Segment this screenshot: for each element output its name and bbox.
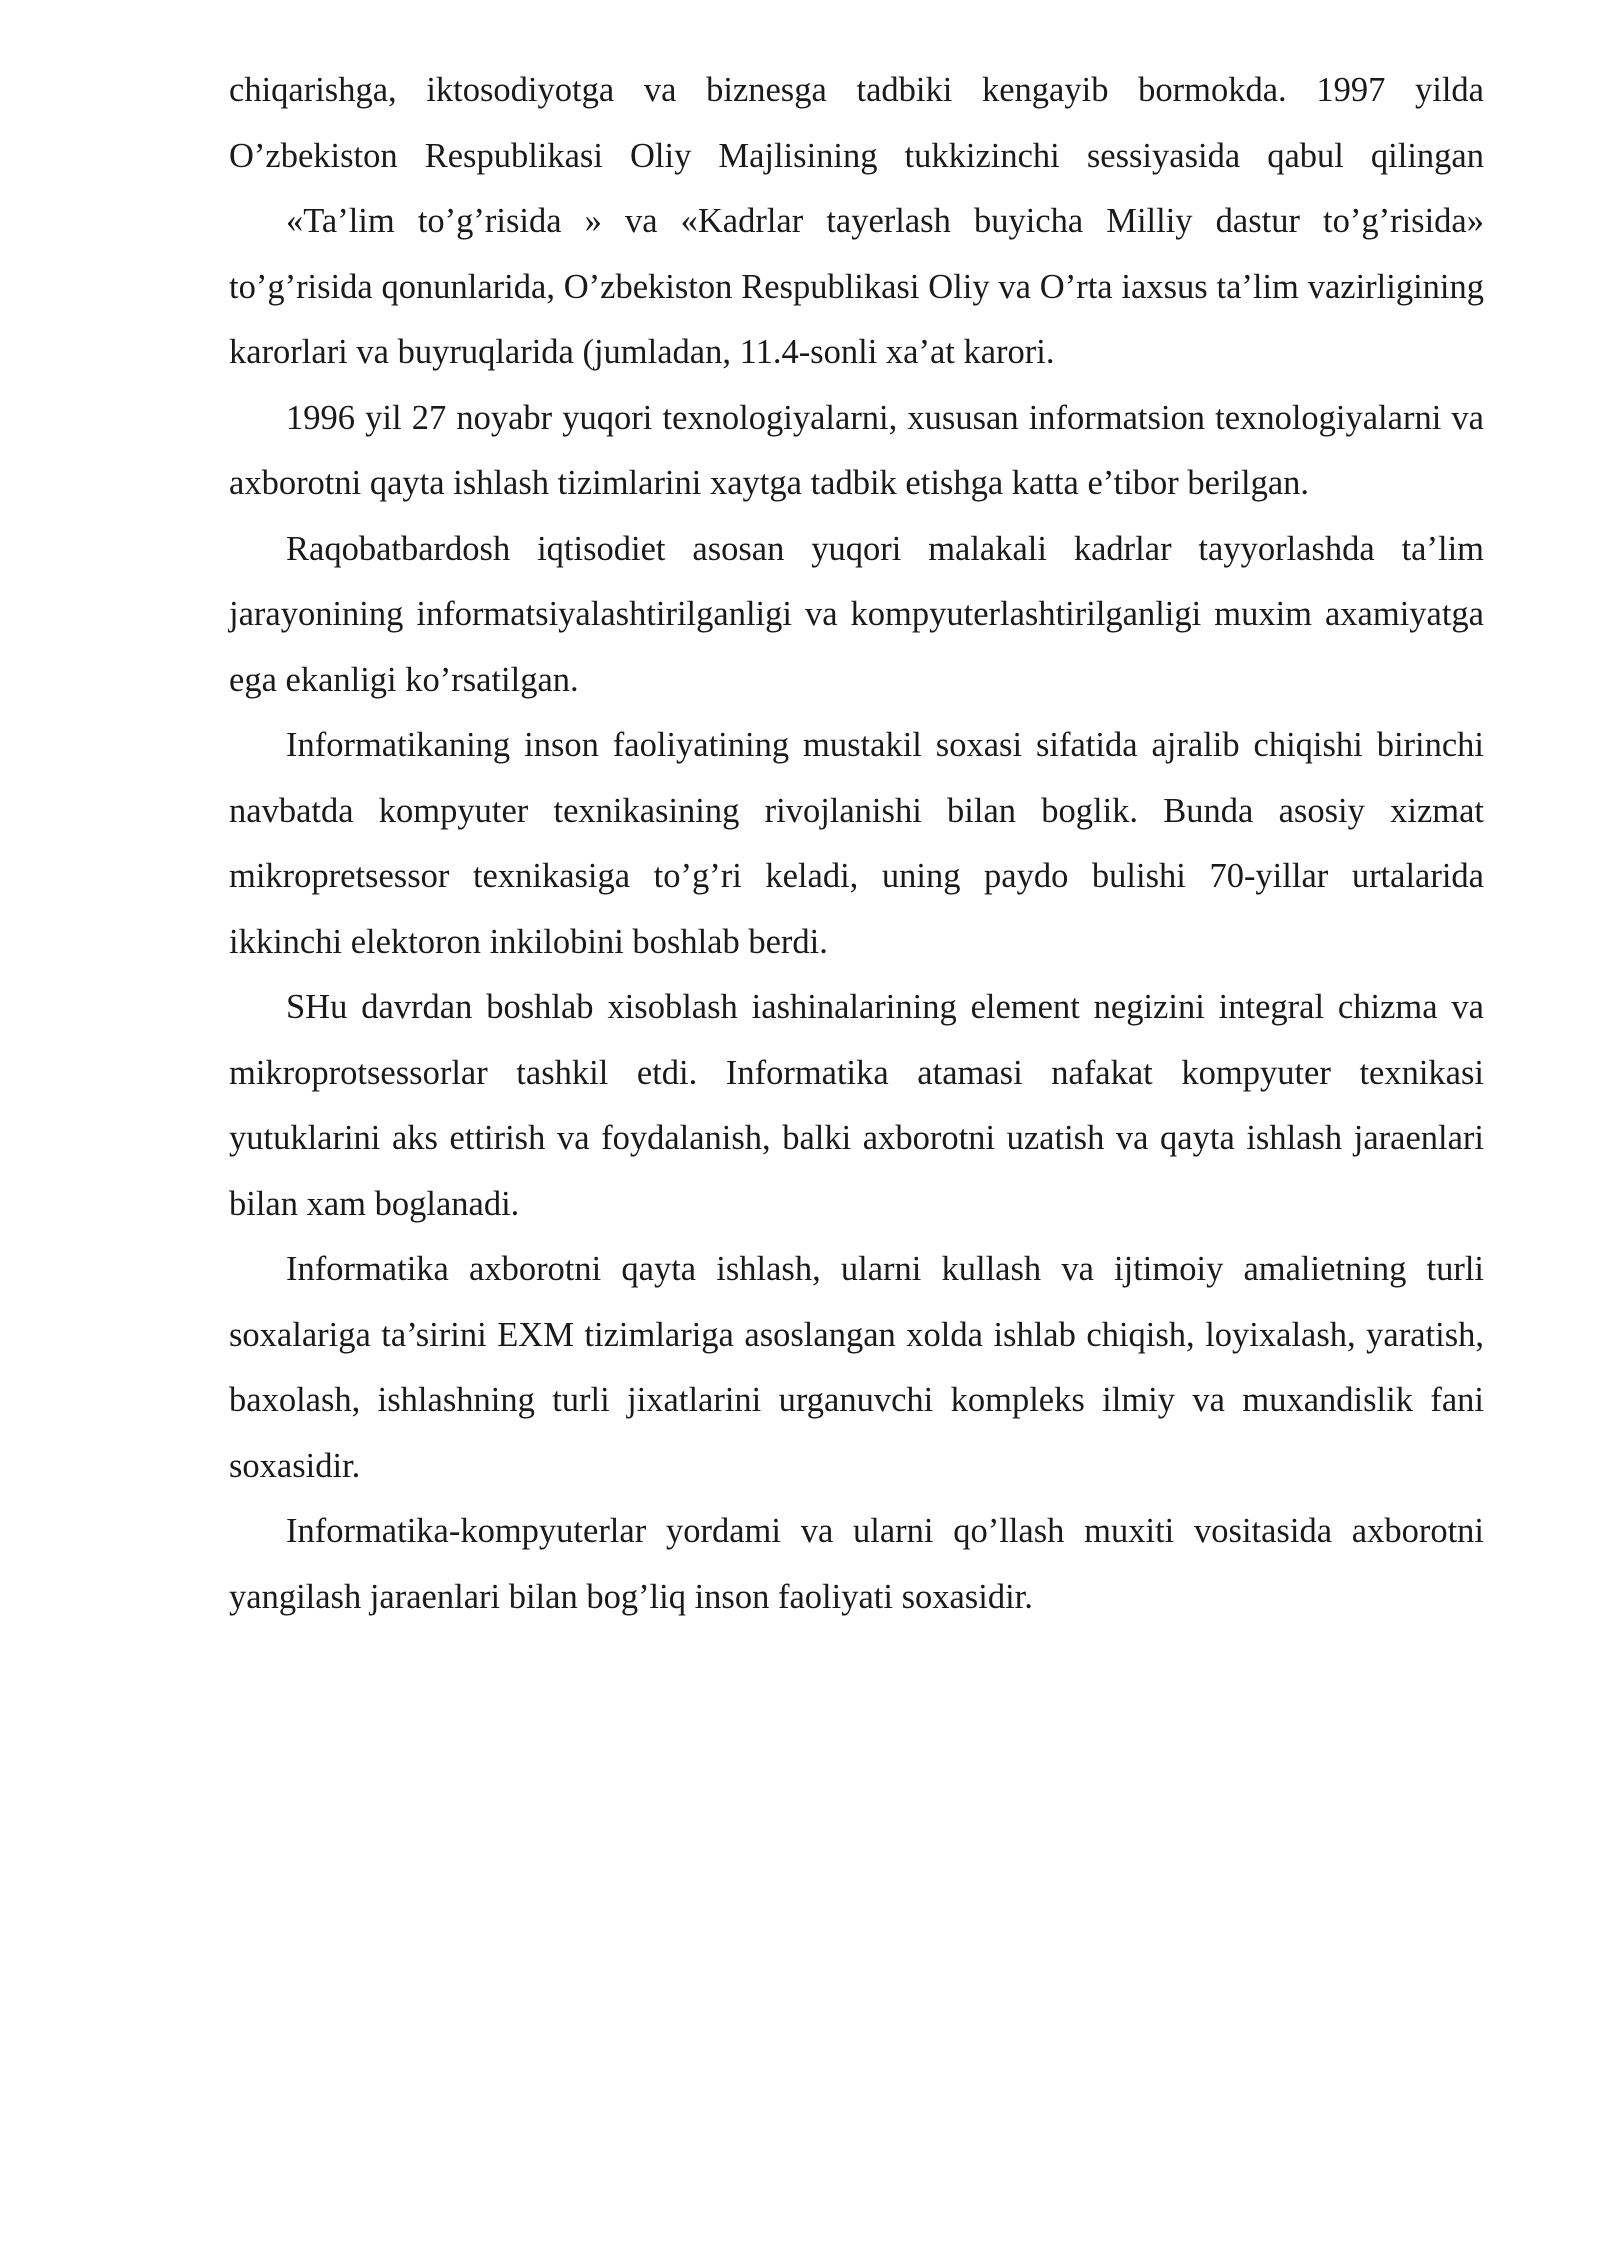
paragraph-3: 1996 yil 27 noyabr yuqori texnologiyalarni, xususan informatsion texnologiyalarni va axborotni qayta ishlash tizimlarini xaytga tadbik etishga katta e’tibor berilgan. [229, 398, 1484, 502]
paragraph-4: Raqobatbardosh iqtisodiet asosan yuqori malakali kadrlar tayyorlashda ta’lim jarayonining informatsiyalashtirilganligi va kompyuterlashtirilganligi muxim axamiyatga ega ekanligi ko’rsatilgan. [229, 529, 1484, 699]
paragraph-6: SHu davrdan boshlab xisoblash iashinalarining element negizini integral chizma va mikroprotsessorlar tashkil etdi. Informatika atamasi nafakat kompyuter texnikasi yutuklarini aks ettirish va foydalanish, balki axborotni uzatish va qayta ishlash jaraenlari bilan xam boglanadi. [229, 988, 1484, 1223]
document-body [229, 58, 1484, 1630]
paragraph-5: Informatikaning inson faoliyatining mustakil soxasi sifatida ajralib chiqishi birinchi navbatda kompyuter texnikasining rivojlanishi bilan boglik. Bunda asosiy xizmat mikropretsessor texnikasiga to’g’ri keladi, uning paydo bulishi 70-yillar urtalarida ikkinchi elektoron inkilobini boshlab berdi. [229, 726, 1484, 961]
paragraph-8: Informatika-kompyuterlar yordami va ularni qo’llash muxiti vositasida axborotni yangilash jaraenlari bilan bog’liq inson faoliyati soxasidir. [229, 1512, 1484, 1616]
paragraph-1: chiqarishga, iktosodiyotga va biznesga tadbiki kengayib bormokda. 1997 yilda O’zbekiston Respublikasi Oliy Majlisining tukkizinchi sessiyasida qabul qilingan [229, 71, 1484, 175]
paragraph-7: Informatika axborotni qayta ishlash, ularni kullash va ijtimoiy amalietning turli soxalariga ta’sirini EXM tizimlariga asoslangan xolda ishlab chiqish, loyixalash, yaratish, baxolash, ishlashning turli jixatlarini urganuvchi kompleks ilmiy va muxandislik fani soxasidir. [229, 1250, 1484, 1485]
paragraph-2: «Ta’lim to’g’risida » va «Kadrlar tayerlash buyicha Milliy dastur to’g’risida» to’g’risida qonunlarida, O’zbekiston Respublikasi Oliy va O’rta iaxsus ta’lim vazirligining karorlari va buyruqlarida (jumladan, 11.4-sonli xa’at karori. [229, 202, 1484, 371]
